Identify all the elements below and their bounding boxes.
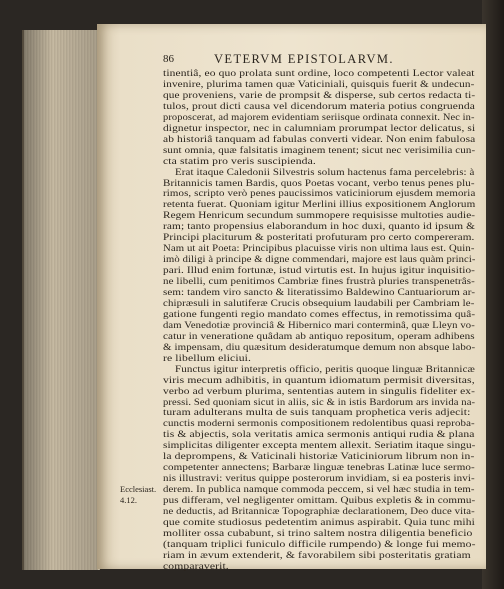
text-line: tulos, prout dicti causa vel dicendorum materia potius congruenda — [163, 101, 476, 112]
text-line: rimos, scripto verò penes paucissimos vaticiniorum ejusdem memoria — [163, 189, 476, 200]
text-line: viris mecum adhibitis, in quantum idiomatum permisit diversitas, — [163, 375, 475, 386]
text-line: cunctis moderni sermonis compositionem redolentibus quasi reproba- — [163, 419, 475, 430]
running-head: VETERVM EPISTOLARVM. — [214, 52, 394, 66]
text-line: que comite studiosus pedetentim animus aspirabit. Quia tunc mihi — [163, 517, 475, 528]
text-line: verbo ad verbum plurima, sententias autem in singulis fideliter ex- — [163, 386, 476, 397]
text-line: gatione fungenti regio mandato comes effectus, in remotissima quâ- — [163, 309, 476, 320]
text-line: & impensam, diu quæsitum desideratumque demum non absque labo- — [163, 342, 476, 353]
text-line: catur in veneratione quâdam ab antiquo repositum, operam adhibens — [163, 331, 475, 342]
text-line: ram; tanto propensius elaborandum in hoc duxi, quanto id ipsum & — [163, 222, 476, 233]
text-line: comparaverit. — [163, 561, 229, 572]
text-line: nis illustravi: veritus quippe posterorum invidiam, si ea posteris invi- — [163, 474, 475, 485]
text-line: riam in ævum extenderit, & favorabilem sibi posteritatis gratiam — [163, 550, 471, 561]
text-line: tinentiâ, eo quo prolata sunt ordine, loco competenti Lector valeat — [163, 69, 475, 79]
margin-note-line: Ecclesiast. — [120, 484, 157, 494]
text-line: pressi. Sed quoniam sicut in aliis, sic & in istis Bardorum ars invida na- — [163, 397, 476, 408]
text-line: molliter ossa cubabunt, si trino saltem nostra diligentia beneficio — [163, 528, 473, 539]
text-line: Regem Henricum secundum summopere requisisse multoties audie- — [163, 211, 476, 222]
page-block-shadow — [22, 30, 98, 570]
text-line: Functus igitur interpretis officio, peritis quoque linguæ Britannicæ — [175, 364, 475, 375]
text-line: retenta fuerat. Quoniam igitur Merlini illius expositionem Anglorum — [163, 200, 476, 211]
text-line: ne deductis, ad Britannicæ Topographiæ declarationem, Deo duce vita- — [163, 507, 475, 517]
text-line: Britannicis tamen Bardis, quos Poetas vocant, verbo tenus penes plu- — [163, 178, 475, 189]
text-line: tis & abjectis, sola veritatis amica sermonis antiqui rudia & plana — [163, 430, 475, 441]
text-line: derem. In publica namque commoda peccem, si vel hæc studia in tem- — [163, 485, 475, 496]
text-line: chipræsuli in salutiferæ Crucis obsequium laudabili per Cambriam le- — [163, 298, 475, 309]
text-line: invenire, plurima tamen quæ Vaticiniali, quisquis fuerit & undecun- — [163, 79, 475, 90]
text-line: (tanquam triplici funiculo difficile rumpendo) & longe fui memo- — [163, 539, 476, 550]
margin-note-line: 4.12. — [120, 495, 137, 505]
text-line: competenter annectens; Barbaræ linguæ tenebras Latinæ luce sermo- — [163, 463, 475, 474]
text-line: turam adulterans multa de suis tanquam prophetica veris adjecit: — [163, 408, 471, 419]
text-line: imò diligi à principe & digne commendari, majore est laus quàm princi- — [163, 255, 476, 266]
page-number: 86 — [163, 53, 174, 65]
text-line: Principi placiturum & posteritati profuturam pro certo compereram. — [163, 233, 475, 244]
text-line: sunt omnia, quæ falsitatis imaginem tenent; sicut nec verisimilia cun- — [163, 145, 476, 156]
text-line: pus differam, vel negligenter omittam. Quibus expletis & in commu- — [163, 496, 476, 507]
text-line: que proveniens, varie de prompsit & disperse, sub certos redacta ti- — [163, 90, 476, 101]
text-line: Erat itaque Caledonii Silvestris solum hactenus fama percelebris: à — [175, 167, 475, 178]
text-line: pari. Illud enim fortunæ, istud virtutis est. In hujus igitur inquisitio- — [163, 266, 476, 277]
text-line: cta statim pro veris suscipienda. — [163, 156, 316, 167]
text-line: Nam ut ait Poeta: Principibus placuisse viris non ultima laus est. Quin- — [163, 244, 475, 255]
text-line: ne libelli, cum penitimos Cambriæ fines frustrà pluries transpenetrâs- — [163, 277, 475, 288]
text-line: proposcerat, ad majorem evidentiam seriisque ordinata connexit. Nec in- — [163, 112, 475, 123]
text-line: sem: tandem viro sancto & literatissimo Baldewino Cantuariorum ar- — [163, 288, 476, 298]
text-line: dignetur inspector, nec in calumniam prorumpat lector delicatus, si — [163, 123, 476, 134]
text-line: simplicitas diligenter excepta mentem allexit. Seriatim itaque singu- — [163, 441, 476, 452]
text-line: dam Venedotiæ provinciâ & Hibernico mari conterminâ, quæ Lleyn vo- — [163, 320, 475, 331]
text-line: la deprompens, & Vaticinali historiæ Vaticiniorum librum non in- — [163, 452, 475, 463]
text-line: ab historiâ tanquam ad fabulas converti videar. Non enim fabulosa — [163, 134, 476, 145]
text-line: re libellum eliciui. — [163, 353, 252, 364]
